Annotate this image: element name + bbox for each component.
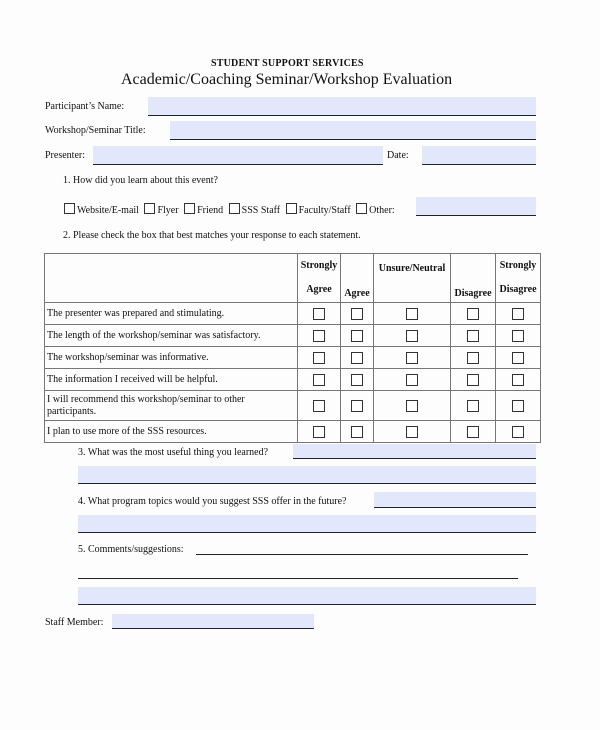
statement-text: The length of the workshop/seminar was satisfactory. bbox=[45, 325, 298, 347]
org-heading: STUDENT SUPPORT SERVICES bbox=[211, 58, 364, 69]
checkbox[interactable] bbox=[467, 330, 479, 342]
checkbox[interactable] bbox=[467, 426, 479, 438]
date-label: Date: bbox=[387, 150, 409, 161]
checkbox[interactable] bbox=[512, 400, 524, 412]
workshop-title-field[interactable] bbox=[170, 121, 536, 140]
q5-answer-line-2[interactable] bbox=[78, 578, 518, 579]
participant-name-field[interactable] bbox=[148, 97, 536, 116]
table-row bbox=[45, 391, 541, 421]
header-agree: Agree bbox=[341, 254, 374, 303]
statement-text: The information I received will be helpful. bbox=[45, 369, 298, 391]
checkbox[interactable] bbox=[512, 308, 524, 320]
statement-text: The presenter was prepared and stimulating. bbox=[45, 303, 298, 325]
staff-member-label: Staff Member: bbox=[45, 617, 104, 628]
other-field[interactable] bbox=[416, 197, 536, 216]
header-neutral: Unsure/Neutral bbox=[374, 254, 451, 303]
workshop-title-label: Workshop/Seminar Title: bbox=[45, 125, 146, 136]
statement-text: I plan to use more of the SSS resources. bbox=[45, 421, 298, 443]
checkbox[interactable] bbox=[406, 352, 418, 364]
checkbox[interactable] bbox=[313, 400, 325, 412]
q4-answer-line-1[interactable] bbox=[374, 492, 536, 508]
q3-answer-line-1[interactable] bbox=[293, 444, 536, 459]
option-sss-staff[interactable]: SSS Staff bbox=[229, 205, 280, 216]
q3-answer-line-2[interactable] bbox=[78, 466, 536, 484]
checkbox[interactable] bbox=[313, 374, 325, 386]
option-other[interactable]: Other: bbox=[356, 205, 395, 216]
table-row bbox=[45, 303, 541, 325]
checkbox[interactable] bbox=[351, 330, 363, 342]
checkbox[interactable] bbox=[467, 374, 479, 386]
checkbox[interactable] bbox=[406, 308, 418, 320]
checkbox[interactable] bbox=[313, 426, 325, 438]
statement-header bbox=[45, 254, 298, 303]
checkbox[interactable] bbox=[184, 203, 195, 214]
option-friend[interactable]: Friend bbox=[184, 205, 223, 216]
q5-answer-line-1[interactable] bbox=[196, 554, 528, 555]
checkbox[interactable] bbox=[406, 374, 418, 386]
checkbox[interactable] bbox=[144, 203, 155, 214]
rating-table bbox=[44, 253, 541, 443]
checkbox[interactable] bbox=[406, 426, 418, 438]
q5-answer-line-3[interactable] bbox=[78, 587, 536, 605]
header-strongly-disagree: Strongly Disagree bbox=[496, 254, 541, 303]
header-strongly-agree: Strongly Agree bbox=[298, 254, 341, 303]
option-flyer[interactable]: Flyer bbox=[144, 205, 178, 216]
q4-question: 4. What program topics would you suggest SSS offer in the future? bbox=[78, 496, 347, 507]
participant-name-label: Participant’s Name: bbox=[45, 101, 125, 112]
checkbox[interactable] bbox=[512, 374, 524, 386]
checkbox[interactable] bbox=[313, 352, 325, 364]
checkbox[interactable] bbox=[467, 352, 479, 364]
option-website[interactable]: Website/E-mail bbox=[64, 205, 139, 216]
statement-text: I will recommend this workshop/seminar to other participants. bbox=[45, 391, 298, 421]
checkbox[interactable] bbox=[351, 352, 363, 364]
checkbox[interactable] bbox=[351, 374, 363, 386]
checkbox[interactable] bbox=[286, 203, 297, 214]
presenter-label: Presenter: bbox=[45, 150, 85, 161]
q2-question: 2. Please check the box that best matches your response to each statement. bbox=[63, 230, 361, 241]
checkbox[interactable] bbox=[356, 203, 367, 214]
q4-answer-line-2[interactable] bbox=[78, 515, 536, 533]
table-row bbox=[45, 369, 541, 391]
checkbox[interactable] bbox=[351, 400, 363, 412]
checkbox[interactable] bbox=[512, 352, 524, 364]
checkbox[interactable] bbox=[406, 330, 418, 342]
checkbox[interactable] bbox=[406, 400, 418, 412]
q1-question: 1. How did you learn about this event? bbox=[63, 175, 218, 186]
checkbox[interactable] bbox=[313, 330, 325, 342]
checkbox[interactable] bbox=[351, 426, 363, 438]
q3-question: 3. What was the most useful thing you learned? bbox=[78, 447, 269, 458]
date-field[interactable] bbox=[422, 146, 536, 165]
checkbox[interactable] bbox=[313, 308, 325, 320]
checkbox[interactable] bbox=[64, 203, 75, 214]
staff-member-field[interactable] bbox=[112, 614, 314, 629]
table-row bbox=[45, 347, 541, 369]
table-header-row bbox=[45, 254, 541, 303]
statement-text: The workshop/seminar was informative. bbox=[45, 347, 298, 369]
checkbox[interactable] bbox=[229, 203, 240, 214]
table-row bbox=[45, 325, 541, 347]
checkbox[interactable] bbox=[512, 330, 524, 342]
form-title: Academic/Coaching Seminar/Workshop Evaluation bbox=[121, 71, 453, 88]
checkbox[interactable] bbox=[512, 426, 524, 438]
checkbox[interactable] bbox=[467, 308, 479, 320]
option-faculty-staff[interactable]: Faculty/Staff bbox=[286, 205, 351, 216]
presenter-field[interactable] bbox=[93, 146, 383, 165]
checkbox[interactable] bbox=[351, 308, 363, 320]
q5-question: 5. Comments/suggestions: bbox=[78, 544, 184, 555]
q1-options bbox=[64, 203, 395, 216]
table-row bbox=[45, 421, 541, 443]
checkbox[interactable] bbox=[467, 400, 479, 412]
header-disagree: Disagree bbox=[451, 254, 496, 303]
